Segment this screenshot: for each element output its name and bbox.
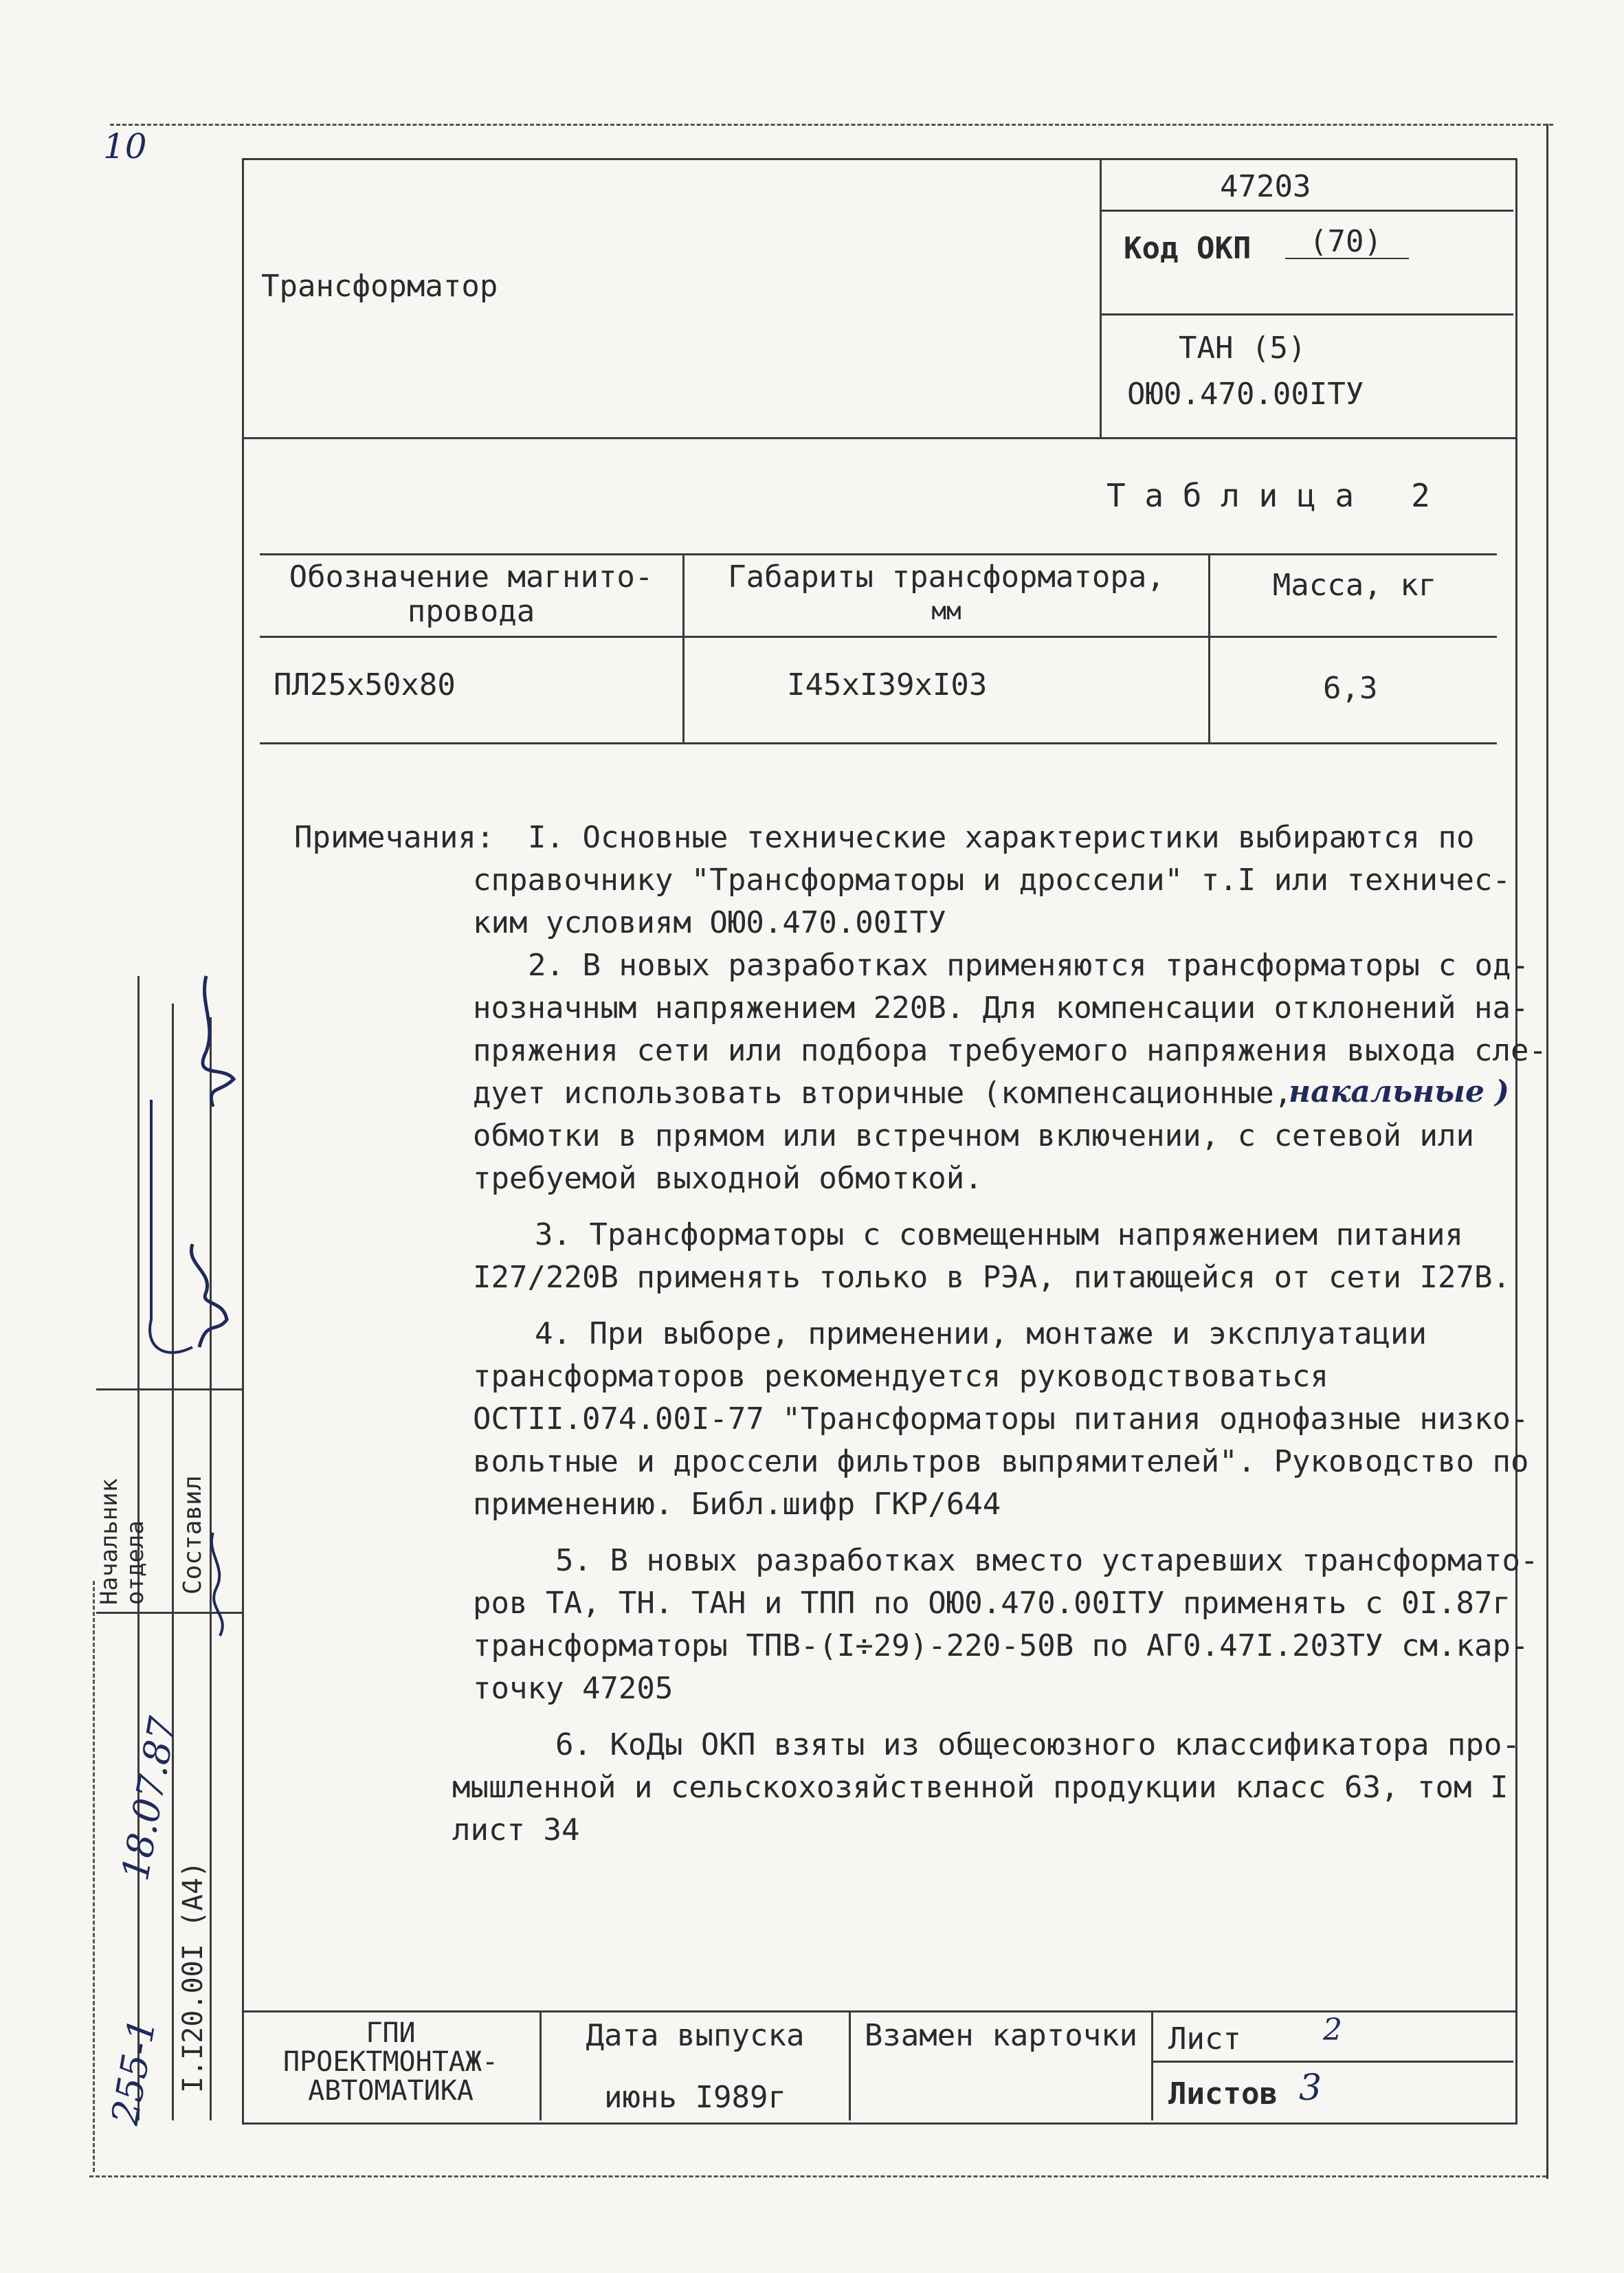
margin-date-text: 18.07.87 (113, 1714, 185, 1884)
compiled-label-text: Составил (179, 1475, 207, 1595)
item-name: Трансформатор (261, 269, 498, 304)
note-line-23: лист 34 (452, 1812, 580, 1848)
col-header-designation: Обозначение магнито- (289, 559, 654, 595)
release-date-value: июнь I989г (604, 2080, 786, 2115)
card-number: 47203 (1220, 169, 1311, 204)
col-header-dimensions: Габариты трансформатора, (728, 559, 1165, 595)
col-header-dimensions-2: мм (931, 597, 961, 625)
page-number: 10 (103, 126, 147, 166)
release-date-label: Дата выпуска (586, 2018, 805, 2053)
org-name-3: АВТОМАТИКА (308, 2075, 474, 2107)
note-line-18: ров ТА, ТН. ТАН и ТПП по ОЮ0.470.00IТУ применять с 0I.87г (473, 1586, 1511, 1621)
sheet-value: 2 (1323, 2013, 1342, 2048)
note-line-8: обмотки в прямом или встречном включении, с сетевой или (473, 1118, 1474, 1153)
archive-number (103, 2015, 164, 2128)
okp-label: Код ОКП (1124, 231, 1252, 266)
cell-designation: ПЛ25х50х80 (274, 667, 456, 702)
note-line-13: трансформаторов рекомендуется руководствоваться (473, 1359, 1329, 1394)
col-header-mass: Масса, кг (1272, 568, 1437, 603)
okp-value: (70) (1309, 224, 1382, 259)
sheets-label: Листов (1168, 2076, 1278, 2111)
note-line-19: трансформаторы ТПВ-(I÷29)-220-50В по АГ0.47I.203ТУ см.кар- (473, 1628, 1529, 1663)
org-name-1: ГПИ (366, 2017, 416, 2049)
note-line-6: пряжения сети или подбора требуемого напряжения выхода сле- (473, 1033, 1547, 1068)
table-top-line (260, 553, 1497, 555)
spec-number: ОЮ0.470.00IТУ (1127, 377, 1364, 412)
note-line-20: точку 47205 (473, 1671, 674, 1706)
table-header-line (260, 636, 1497, 638)
note-line-1: I. Основные технические характеристики выбираются по (528, 820, 1475, 855)
table-caption: Т а б л и ц а 2 (1106, 477, 1430, 514)
bottom-dashed-border (89, 2175, 1546, 2177)
note-line-15: вольтные и дроссели фильтров выпрямителей". Руководство по (473, 1444, 1529, 1479)
doc-code-text: I.I20.00I (А4) (177, 1861, 209, 2093)
note-line-22: мышленной и сельскохозяйственной продукции класс 63, том I (452, 1770, 1509, 1805)
note-line-7: дует использовать вторичные (компенсационные, (473, 1076, 1293, 1111)
header-bottom-line (242, 437, 1515, 439)
note-line-17: 5. В новых разработках вместо устаревших трансформато- (555, 1543, 1539, 1578)
note-line-16: применению. Библ.шифр ГКР/644 (473, 1487, 1001, 1522)
footer-sheet-line (1151, 2061, 1513, 2063)
margin-date (113, 1714, 185, 1884)
okp-underline (1285, 258, 1409, 259)
doc-code (177, 1861, 209, 2093)
note-line-14: ОСТII.074.00I-77 "Трансформаторы питания однофазные низко- (473, 1401, 1529, 1437)
note-handwritten-insert: накальные ) (1289, 1074, 1510, 1109)
signature-1 (203, 976, 234, 1107)
footer-divider-3 (1151, 2010, 1153, 2120)
signature-4 (212, 1533, 223, 1636)
signature-strokes (103, 962, 247, 1718)
org-name-2: ПРОЕКТМОНТАЖ- (282, 2046, 499, 2078)
signature-3 (191, 1244, 227, 1347)
note-line-2: справочнику "Трансформаторы и дроссели" т.I или техничес- (473, 863, 1511, 898)
archive-number-text: 255-1 (103, 2015, 165, 2128)
note-line-11: I27/220В применять только в РЭА, питающейся от сети I27В. (473, 1260, 1511, 1295)
top-dashed-border (110, 124, 1553, 126)
left-dashed-border (93, 1581, 95, 2172)
note-line-5: нозначным напряжением 220В. Для компенсации отклонений на- (473, 990, 1529, 1025)
note-line-21: 6. КоДы ОКП взяты из общесоюзного классификатора про- (555, 1727, 1520, 1762)
card-number-line (1100, 210, 1513, 212)
note-line-12: 4. При выборе, применении, монтаже и эксплуатации (535, 1316, 1427, 1351)
type-name: ТАН (5) (1179, 331, 1306, 366)
cell-dimensions: I45xI39xI03 (787, 667, 988, 702)
note-line-10: 3. Трансформаторы с совмещенным напряжением питания (535, 1217, 1464, 1252)
note-line-4: 2. В новых разработках применяются трансформаторы с од- (528, 948, 1529, 983)
right-page-edge (1546, 124, 1548, 2179)
replaces-card-label: Взамен карточки (864, 2018, 1138, 2053)
signature-2 (150, 1100, 192, 1353)
cell-mass: 6,3 (1323, 671, 1378, 706)
sheet-label: Лист (1168, 2021, 1241, 2056)
notes-label: Примечания: (294, 820, 495, 855)
table-bottom-line (260, 742, 1497, 744)
dept-head-label-text: Начальник отдела (96, 1478, 149, 1605)
note-line-3: ким условиям ОЮ0.470.00IТУ (473, 905, 946, 940)
okp-line (1100, 313, 1513, 315)
header-divider (1100, 158, 1102, 437)
sheets-value: 3 (1299, 2067, 1322, 2109)
col-header-designation-2: провода (407, 594, 535, 629)
note-line-9: требуемой выходной обмоткой. (473, 1161, 983, 1196)
